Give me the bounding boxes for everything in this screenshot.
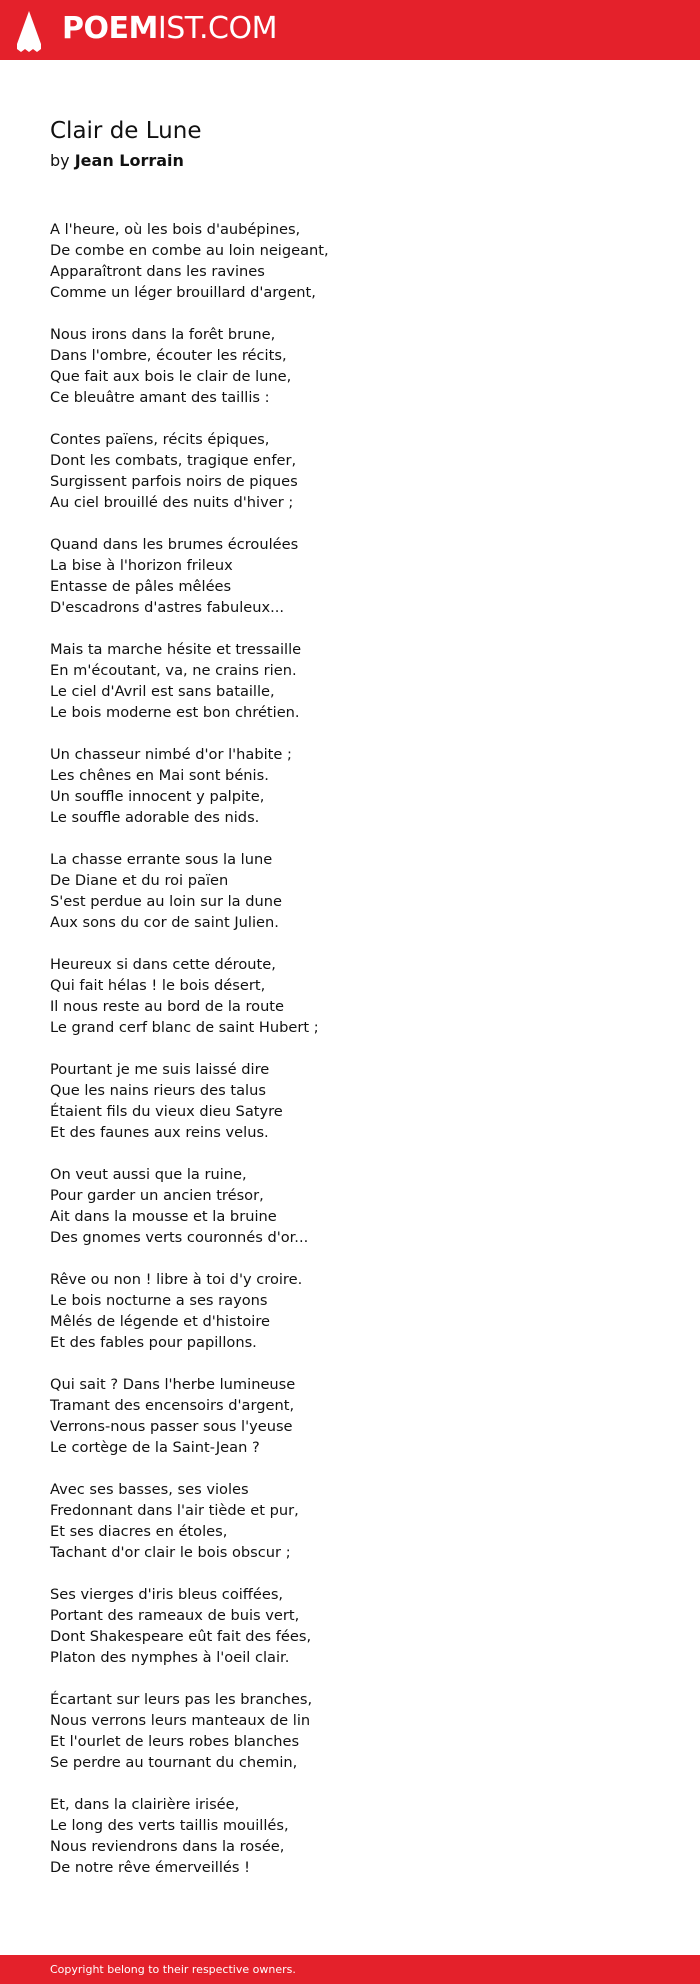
poem-line: S'est perdue au loin sur la dune bbox=[50, 893, 282, 910]
stanza bbox=[50, 1374, 650, 1458]
stanza bbox=[50, 1479, 650, 1563]
poem-line: Le bois moderne est bon chrétien. bbox=[50, 704, 300, 721]
poem-line: Dont les combats, tragique enfer, bbox=[50, 452, 297, 469]
poem-line: Comme un léger brouillard d'argent, bbox=[50, 284, 316, 301]
brand-light: IST.COM bbox=[157, 11, 277, 46]
stanza bbox=[50, 429, 650, 513]
poem-line: Entasse de pâles mêlées bbox=[50, 578, 232, 595]
copyright-text: Copyright belong to their respective owners. bbox=[50, 1963, 296, 1976]
poem-line: Tachant d'or clair le bois obscur ; bbox=[50, 1544, 291, 1561]
poem-line: Fredonnant dans l'air tiède et pur, bbox=[50, 1502, 299, 1519]
poem-line: Contes païens, récits épiques, bbox=[50, 431, 270, 448]
poem-line: De Diane et du roi païen bbox=[50, 872, 229, 889]
poem-line: Quand dans les brumes écroulées bbox=[50, 536, 299, 553]
poem-line: Le cortège de la Saint-Jean ? bbox=[50, 1439, 260, 1456]
site-footer bbox=[0, 1955, 700, 1984]
author-name: Jean Lorrain bbox=[74, 151, 184, 170]
poem-line: A l'heure, où les bois d'aubépines, bbox=[50, 221, 301, 238]
poem-title: Clair de Lune bbox=[50, 118, 202, 144]
poem-line: Étaient fils du vieux dieu Satyre bbox=[50, 1103, 283, 1120]
poem-line: Qui sait ? Dans l'herbe lumineuse bbox=[50, 1376, 296, 1393]
brand-bold: POEM bbox=[62, 11, 158, 46]
poem-line: En m'écoutant, va, ne crains rien. bbox=[50, 662, 297, 679]
site-header bbox=[0, 0, 700, 60]
poem-line: Écartant sur leurs pas les branches, bbox=[50, 1691, 313, 1708]
poem-line: Le ciel d'Avril est sans bataille, bbox=[50, 683, 275, 700]
poem-line: Des gnomes verts couronnés d'or... bbox=[50, 1229, 309, 1246]
stanza bbox=[50, 954, 650, 1038]
poem-line: Les chênes en Mai sont bénis. bbox=[50, 767, 269, 784]
poem-line: La bise à l'horizon frileux bbox=[50, 557, 233, 574]
poem-line: D'escadrons d'astres fabuleux... bbox=[50, 599, 285, 616]
poem-line: Et des fables pour papillons. bbox=[50, 1334, 257, 1351]
byline bbox=[50, 150, 650, 172]
stanza bbox=[50, 849, 650, 933]
stanza bbox=[50, 219, 650, 303]
poem-line: De combe en combe au loin neigeant, bbox=[50, 242, 329, 259]
poem-line: Un chasseur nimbé d'or l'habite ; bbox=[50, 746, 292, 763]
stanza bbox=[50, 1689, 650, 1773]
stanza bbox=[50, 1059, 650, 1143]
site-logo-text[interactable] bbox=[62, 11, 277, 47]
stanza bbox=[50, 639, 650, 723]
poem-line: Qui fait hélas ! le bois désert, bbox=[50, 977, 266, 994]
stanza bbox=[50, 1794, 650, 1878]
poem-line: Au ciel brouillé des nuits d'hiver ; bbox=[50, 494, 294, 511]
poem-line: Platon des nymphes à l'oeil clair. bbox=[50, 1649, 290, 1666]
poem-line: On veut aussi que la ruine, bbox=[50, 1166, 247, 1183]
poem-line: Et ses diacres en étoles, bbox=[50, 1523, 228, 1540]
poem-line: Tramant des encensoirs d'argent, bbox=[50, 1397, 295, 1414]
poem-line: Portant des rameaux de buis vert, bbox=[50, 1607, 300, 1624]
poem-line: De notre rêve émerveillés ! bbox=[50, 1859, 250, 1876]
poem-line: Dans l'ombre, écouter les récits, bbox=[50, 347, 287, 364]
poem-line: Le long des verts taillis mouillés, bbox=[50, 1817, 289, 1834]
poem-line: Dont Shakespeare eût fait des fées, bbox=[50, 1628, 312, 1645]
poem-line: Le bois nocturne a ses rayons bbox=[50, 1292, 268, 1309]
poem-line: Le grand cerf blanc de saint Hubert ; bbox=[50, 1019, 319, 1036]
poem-line: Aux sons du cor de saint Julien. bbox=[50, 914, 279, 931]
poem-line: Que les nains rieurs des talus bbox=[50, 1082, 266, 1099]
poem-line: Et l'ourlet de leurs robes blanches bbox=[50, 1733, 300, 1750]
pencil-logo-icon[interactable] bbox=[16, 10, 42, 52]
poem-line: Et, dans la clairière irisée, bbox=[50, 1796, 240, 1813]
poem-line: Pourtant je me suis laissé dire bbox=[50, 1061, 270, 1078]
by-label: by bbox=[50, 151, 70, 170]
poem-content bbox=[50, 114, 650, 1899]
poem-line: Surgissent parfois noirs de piques bbox=[50, 473, 298, 490]
poem-line: Rêve ou non ! libre à toi d'y croire. bbox=[50, 1271, 303, 1288]
poem-line: Nous irons dans la forêt brune, bbox=[50, 326, 276, 343]
poem-line: Nous reviendrons dans la rosée, bbox=[50, 1838, 285, 1855]
stanza bbox=[50, 1164, 650, 1248]
poem-line: Ait dans la mousse et la bruine bbox=[50, 1208, 277, 1225]
poem-line: Apparaîtront dans les ravines bbox=[50, 263, 265, 280]
poem-line: Nous verrons leurs manteaux de lin bbox=[50, 1712, 311, 1729]
poem-line: Mêlés de légende et d'histoire bbox=[50, 1313, 271, 1330]
poem-line: Que fait aux bois le clair de lune, bbox=[50, 368, 292, 385]
stanza bbox=[50, 1584, 650, 1668]
poem-line: Ce bleuâtre amant des taillis : bbox=[50, 389, 270, 406]
poem-line: Il nous reste au bord de la route bbox=[50, 998, 285, 1015]
poem-line: Heureux si dans cette déroute, bbox=[50, 956, 276, 973]
poem-line: La chasse errante sous la lune bbox=[50, 851, 273, 868]
poem-line: Avec ses basses, ses violes bbox=[50, 1481, 249, 1498]
poem-body bbox=[50, 219, 650, 1878]
poem-line: Le souffle adorable des nids. bbox=[50, 809, 260, 826]
stanza bbox=[50, 744, 650, 828]
stanza bbox=[50, 324, 650, 408]
stanza bbox=[50, 1269, 650, 1353]
poem-line: Mais ta marche hésite et tressaille bbox=[50, 641, 302, 658]
poem-line: Et des faunes aux reins velus. bbox=[50, 1124, 269, 1141]
poem-line: Verrons-nous passer sous l'yeuse bbox=[50, 1418, 293, 1435]
poem-line: Se perdre au tournant du chemin, bbox=[50, 1754, 298, 1771]
stanza bbox=[50, 534, 650, 618]
poem-line: Un souffle innocent y palpite, bbox=[50, 788, 265, 805]
poem-line: Ses vierges d'iris bleus coiffées, bbox=[50, 1586, 284, 1603]
poem-line: Pour garder un ancien trésor, bbox=[50, 1187, 264, 1204]
